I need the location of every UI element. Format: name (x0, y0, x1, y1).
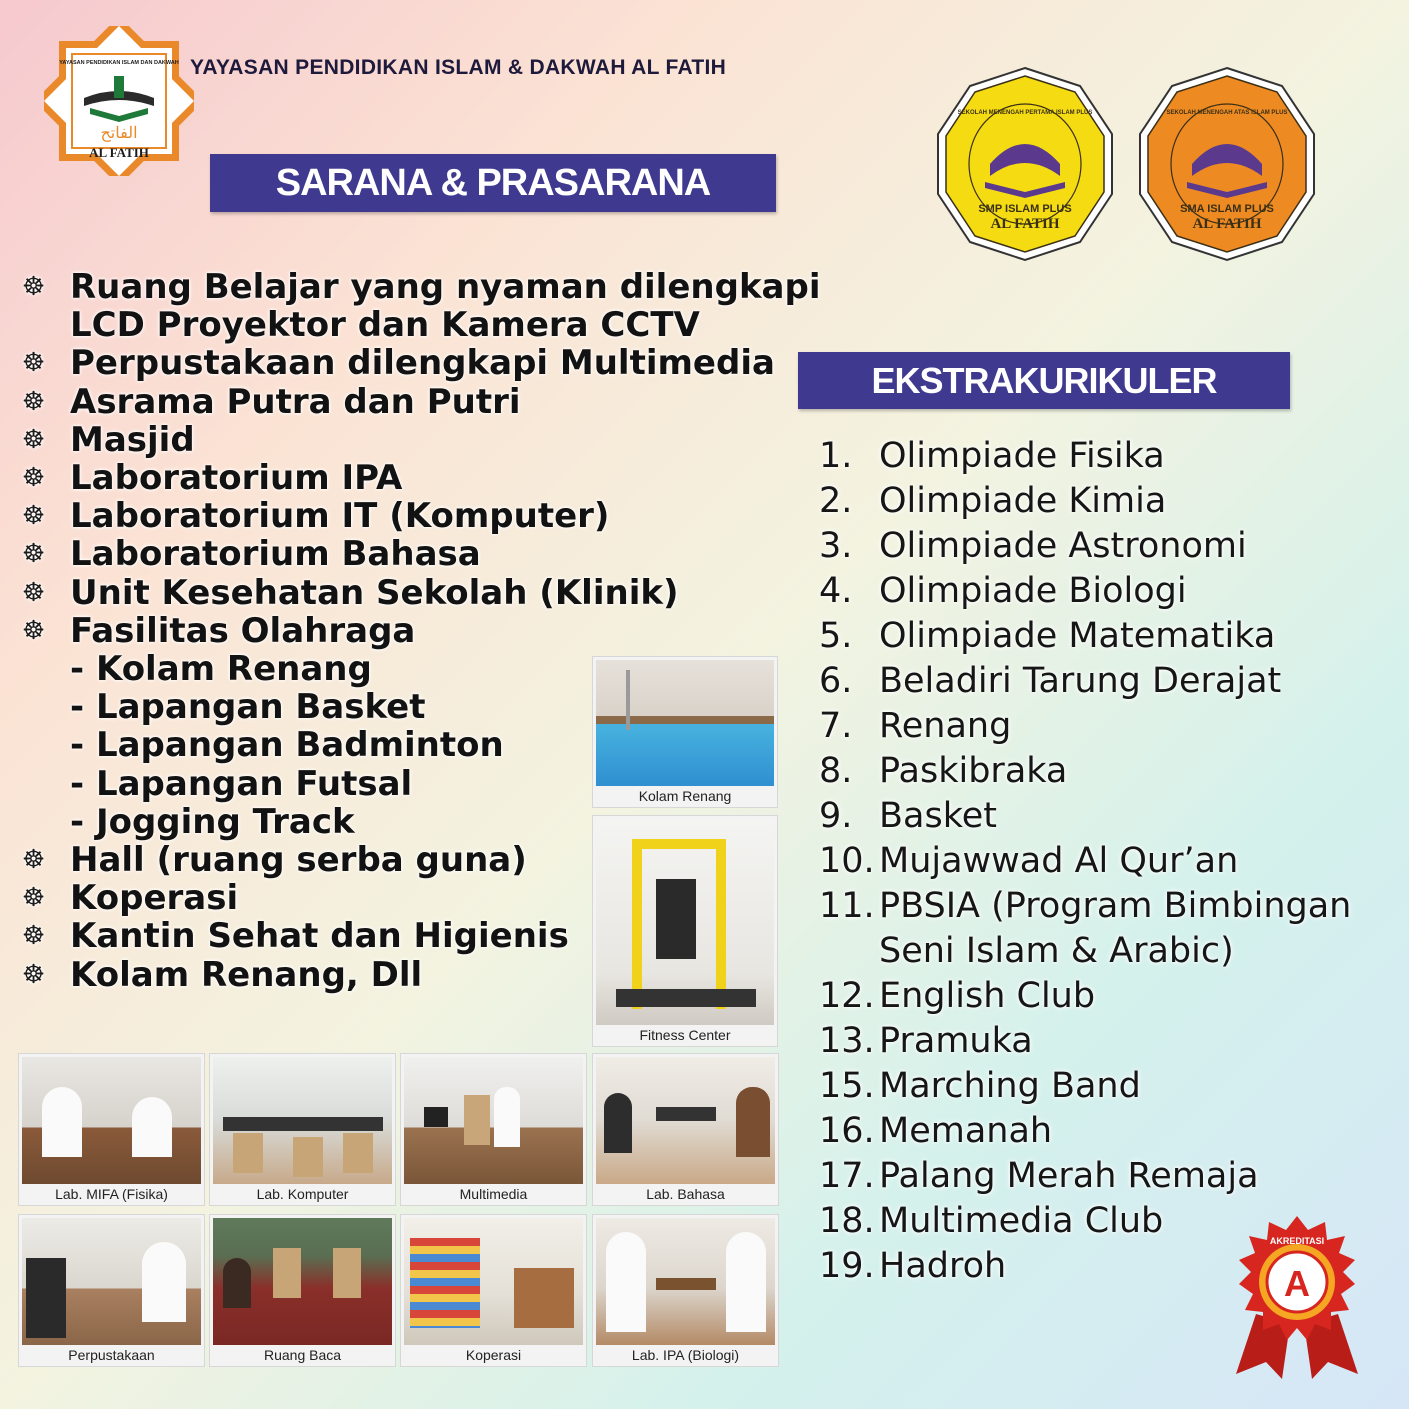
photo-caption: Perpustakaan (68, 1347, 155, 1363)
facility-label: Kantin Sehat dan Higienis (70, 916, 569, 957)
facility-label: Kolam Renang, Dll (70, 954, 423, 995)
item-label: Olimpiade Biologi (879, 571, 1187, 611)
item-number: 4. (819, 571, 853, 611)
wheel-bullet-icon: ☸ (22, 348, 46, 379)
extracurricular-item (804, 614, 1404, 659)
facility-item (22, 497, 852, 535)
item-number: 13. (819, 1021, 875, 1061)
extracurricular-item (804, 434, 1404, 479)
item-label: Multimedia Club (879, 1201, 1164, 1241)
wheel-bullet-icon: ☸ (22, 463, 46, 494)
facility-subitem: - Kolam Renang (70, 649, 372, 690)
item-number: 7. (819, 706, 853, 746)
photo-caption: Lab. IPA (Biologi) (631, 1347, 740, 1363)
item-label: Basket (879, 796, 997, 836)
item-label: Palang Merah Remaja (879, 1156, 1259, 1196)
wheel-bullet-icon: ☸ (22, 272, 46, 302)
facility-label: LCD Proyektor dan Kamera CCTV (70, 305, 700, 346)
extracurricular-item (804, 704, 1404, 749)
item-number: 2. (819, 481, 853, 521)
facility-subitem: - Lapangan Futsal (70, 763, 413, 804)
wheel-bullet-icon: ☸ (22, 921, 46, 952)
item-label: Seni Islam & Arabic) (879, 931, 1234, 971)
facility-item (22, 535, 852, 573)
photo-caption: Lab. MIFA (Fisika) (55, 1186, 168, 1202)
facility-label: Laboratorium Bahasa (70, 534, 481, 575)
photo-ruang-baca (209, 1214, 396, 1367)
extracurricular-item (804, 1154, 1404, 1199)
photo-lab-ipa (592, 1214, 779, 1367)
item-label: Beladiri Tarung Derajat (879, 661, 1282, 701)
item-label: Olimpiade Kimia (879, 481, 1167, 521)
facility-item (22, 268, 852, 344)
facility-item (22, 421, 852, 459)
extracurricular-item (804, 749, 1404, 794)
photo-caption: Koperasi (465, 1347, 522, 1363)
smp-seal-logo (930, 64, 1120, 264)
item-number: 6. (819, 661, 853, 701)
wheel-bullet-icon: ☸ (22, 959, 46, 990)
facility-subitem: - Jogging Track (70, 801, 355, 842)
facility-label: Perpustakaan dilengkapi Multimedia (70, 343, 775, 384)
photo-perpustakaan (18, 1214, 205, 1367)
item-number: 16. (819, 1111, 875, 1151)
extracurricular-item (804, 479, 1404, 524)
extracurricular-item (804, 1019, 1404, 1064)
facility-subitem: - Lapangan Basket (70, 687, 426, 728)
facility-item (22, 344, 852, 382)
facility-label: Laboratorium IT (Komputer) (70, 496, 610, 537)
smp-seal-line1: SMP ISLAM PLUS (978, 203, 1072, 215)
badge-text: AKREDITASI (1269, 1236, 1325, 1246)
photo-caption: Lab. Bahasa (646, 1186, 725, 1202)
extracurricular-title-banner: EKSTRAKURIKULER (798, 352, 1290, 409)
facility-label: Koperasi (70, 878, 239, 919)
photo-koperasi (400, 1214, 587, 1367)
item-label: PBSIA (Program Bimbingan (879, 886, 1352, 926)
wheel-bullet-icon: ☸ (22, 386, 46, 417)
item-label: Memanah (879, 1111, 1053, 1151)
photo-multimedia (400, 1053, 587, 1206)
item-label: Pramuka (879, 1021, 1033, 1061)
item-number: 5. (819, 616, 853, 656)
item-number: 3. (819, 526, 853, 566)
wheel-bullet-icon: ☸ (22, 539, 46, 570)
facilities-title-banner: SARANA & PRASARANA (210, 154, 776, 212)
photo-caption: Multimedia (459, 1186, 528, 1202)
photo-caption: Lab. Komputer (256, 1186, 349, 1202)
photo-caption: Kolam Renang (638, 788, 732, 804)
facility-label: Laboratorium IPA (70, 458, 403, 499)
facility-item (22, 459, 852, 497)
facility-label: Unit Kesehatan Sekolah (Klinik) (70, 572, 679, 613)
item-label: Mujawwad Al Qur’an (879, 841, 1239, 881)
extracurricular-list (804, 434, 1404, 1289)
item-number: 1. (819, 436, 853, 476)
item-label: English Club (879, 976, 1096, 1016)
smp-seal-arc: SEKOLAH MENENGAH PERTAMA ISLAM PLUS (957, 110, 1093, 116)
sma-seal-logo (1132, 64, 1322, 264)
photo-kolam-renang (592, 656, 778, 808)
extracurricular-item (804, 839, 1404, 884)
smp-seal-line2: AL FATIH (990, 216, 1060, 232)
logo-arabic-text: الفاتح (100, 123, 138, 142)
item-label: Olimpiade Astronomi (879, 526, 1247, 566)
accreditation-badge (1226, 1214, 1368, 1379)
sma-seal-line2: AL FATIH (1192, 216, 1262, 232)
item-number: 9. (819, 796, 853, 836)
wheel-bullet-icon: ☸ (22, 577, 46, 608)
wheel-bullet-icon: ☸ (22, 615, 46, 646)
sma-seal-line1: SMA ISLAM PLUS (1180, 203, 1274, 215)
item-number: 18. (819, 1201, 875, 1241)
facility-label: Hall (ruang serba guna) (70, 840, 527, 881)
wheel-bullet-icon: ☸ (22, 883, 46, 914)
sma-seal-arc: SEKOLAH MENENGAH ATAS ISLAM PLUS (1166, 110, 1288, 116)
item-number: 10. (819, 841, 875, 881)
photo-caption: Ruang Baca (263, 1347, 342, 1363)
photo-fitness-center (592, 815, 778, 1047)
extracurricular-item (804, 974, 1404, 1019)
extracurricular-item (804, 884, 1404, 974)
item-number: 15. (819, 1066, 875, 1106)
extracurricular-item (804, 1109, 1404, 1154)
logo-arc-text: YAYASAN PENDIDIKAN ISLAM DAN DAKWAH (59, 60, 179, 66)
item-number: 11. (819, 886, 875, 926)
al-fatih-foundation-logo (44, 26, 194, 176)
wheel-bullet-icon: ☸ (22, 845, 46, 876)
organization-name: YAYASAN PENDIDIKAN ISLAM & DAKWAH AL FATIH (190, 56, 727, 79)
photo-lab-mifa (18, 1053, 205, 1206)
item-number: 8. (819, 751, 853, 791)
facility-item (22, 383, 852, 421)
wheel-bullet-icon: ☸ (22, 501, 46, 532)
item-number: 19. (819, 1246, 875, 1286)
item-label: Hadroh (879, 1246, 1007, 1286)
item-label: Renang (879, 706, 1012, 746)
item-label: Olimpiade Fisika (879, 436, 1165, 476)
item-number: 12. (819, 976, 875, 1016)
facility-label: Fasilitas Olahraga (70, 610, 416, 651)
extracurricular-item (804, 569, 1404, 614)
badge-grade: A (1284, 1263, 1310, 1304)
facility-label: Ruang Belajar yang nyaman dilengkapi (70, 267, 821, 307)
item-number: 17. (819, 1156, 875, 1196)
photo-lab-komputer (209, 1053, 396, 1206)
wheel-bullet-icon: ☸ (22, 424, 46, 455)
item-label: Marching Band (879, 1066, 1141, 1106)
extracurricular-item (804, 659, 1404, 704)
facility-item (22, 574, 852, 612)
photo-lab-bahasa (592, 1053, 779, 1206)
logo-name-text: AL FATIH (89, 145, 149, 160)
item-label: Paskibraka (879, 751, 1068, 791)
facility-item (22, 612, 852, 650)
extracurricular-item (804, 1064, 1404, 1109)
photo-caption: Fitness Center (639, 1027, 731, 1043)
extracurricular-item (804, 794, 1404, 839)
facility-label: Asrama Putra dan Putri (70, 381, 521, 422)
extracurricular-item (804, 524, 1404, 569)
facility-label: Masjid (70, 419, 195, 460)
item-label: Olimpiade Matematika (879, 616, 1276, 656)
facility-subitem: - Lapangan Badminton (70, 725, 504, 766)
